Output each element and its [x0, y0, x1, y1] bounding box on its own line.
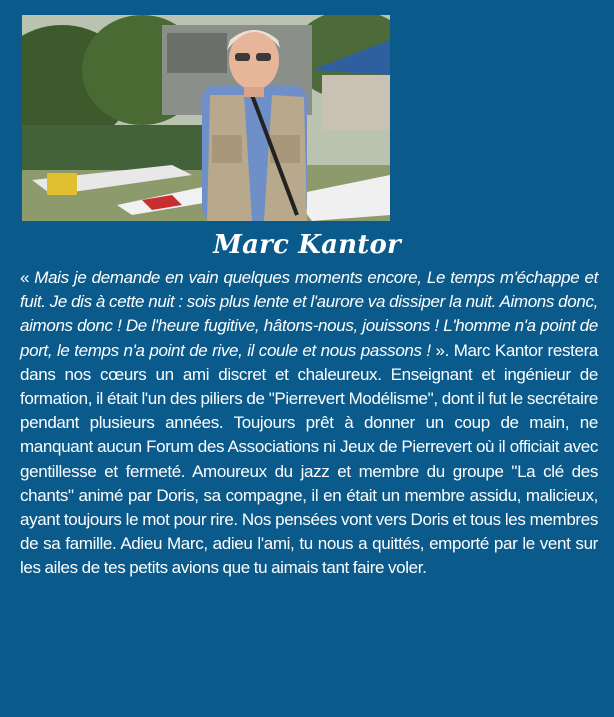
- portrait-photo-illustration: [22, 15, 390, 221]
- poem-quote: Mais je demande en vain quelques moments encore, Le temps m'échappe et fuit. Je dis à cette nuit : sois plus lente et l'aurore va dissiper la nuit. Aimons donc, aimons donc ! De l'heure fugitive, hâtons-nous, jouissons ! L'homme n'a point de port, le temps n'a point de rive, il coule et nous passons !: [20, 268, 598, 360]
- article-body: Marc Kantor restera dans nos cœurs un ami discret et chaleureux. Enseignant et ingénieur de formation, il était l'un des piliers de "Pierrevert Modélisme", dont il fut le secrétaire pendant plusieurs années. Toujours prêt à donner un coup de main, ne manquant aucun Forum des Associations ni Jeux de Pierrevert où il officiait avec gentillesse et fermeté. Amoureux du jazz et membre du groupe "La clé des chants" animé par Doris, sa compagne, il en était un membre assidu, malicieux, ayant toujours le mot pour rire. Nos pensées vont vers Doris et tous les membres de sa famille. Adieu Marc, adieu l'ami, tu nous a quittés, emporté par le vent sur les ailes de tes petits avions que tu aimais tant faire voler.: [20, 340, 599, 578]
- portrait-photo: [22, 15, 390, 221]
- quote-close-mark: ».: [430, 340, 449, 360]
- article-text: [20, 266, 598, 581]
- quote-open-mark: «: [20, 268, 35, 287]
- person-name: Marc Kantor: [213, 230, 401, 260]
